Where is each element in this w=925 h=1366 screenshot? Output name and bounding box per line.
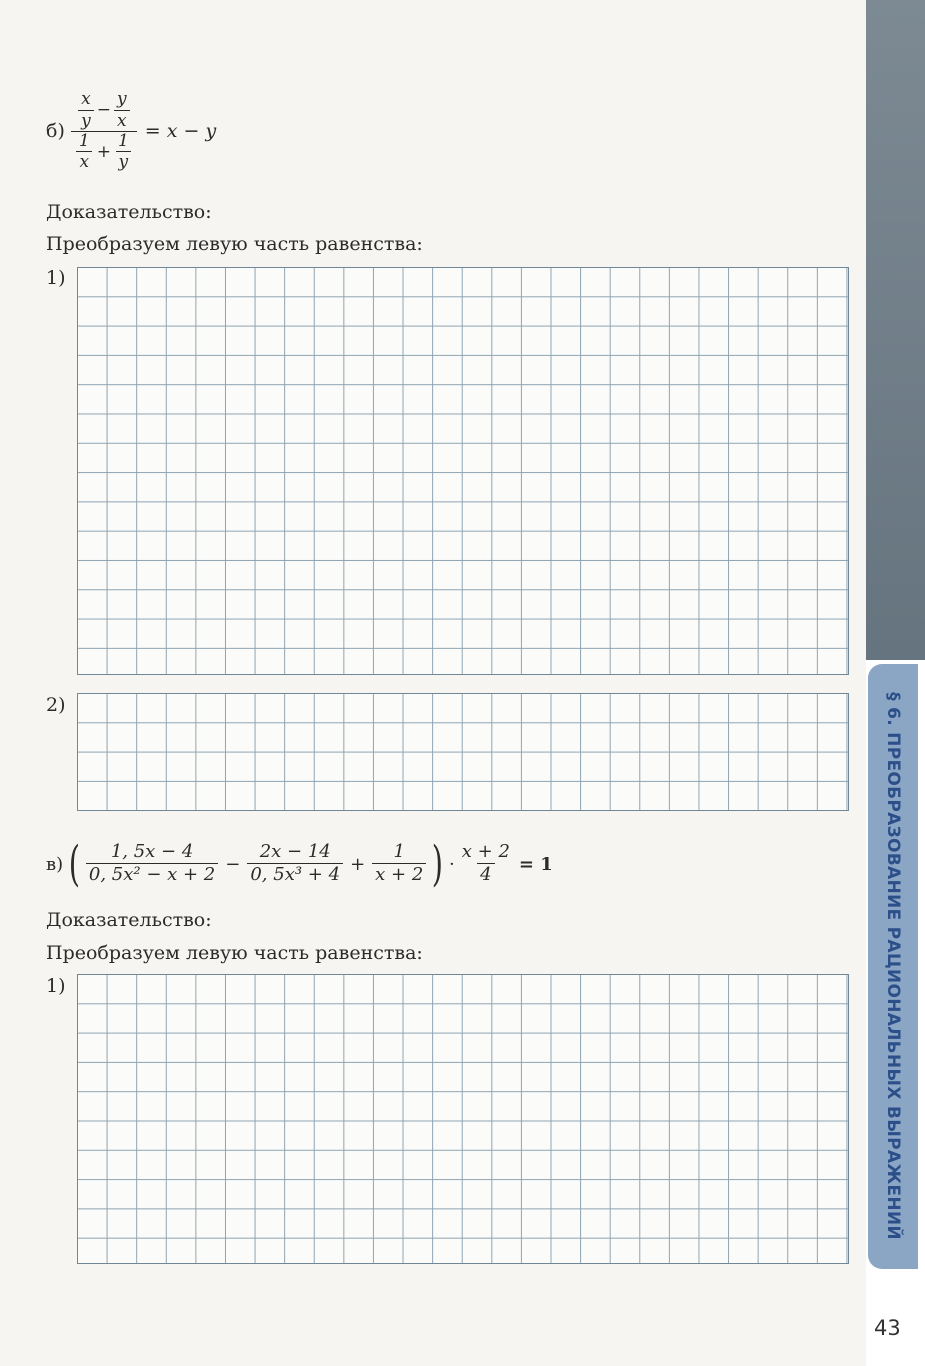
task-b-step1-label: 1) xyxy=(46,267,66,289)
task-b-proof-label: Доказательство: xyxy=(46,201,212,223)
task-v-f4-num: x + 2 xyxy=(461,841,510,863)
task-b-step2-answer-grid[interactable] xyxy=(77,693,849,811)
task-v-transform-label: Преобразуем левую часть равенства: xyxy=(46,942,423,964)
task-b-bot-den-a: x xyxy=(76,151,92,172)
task-b-bot-den-b: y xyxy=(116,151,132,172)
task-b-rhs: = x − y xyxy=(144,120,217,143)
task-v-f3-den: x + 2 xyxy=(372,863,426,886)
task-v-f1-den: 0, 5x² − x + 2 xyxy=(86,863,218,886)
task-v-f3-num: 1 xyxy=(393,841,405,863)
task-v-dot: · xyxy=(449,853,455,875)
task-v-f1-num: 1, 5x − 4 xyxy=(110,841,194,863)
task-v-minus: − xyxy=(225,853,241,875)
task-v-label: в) xyxy=(46,853,64,875)
task-v-proof-label: Доказательство: xyxy=(46,909,212,931)
task-b-bot-plus: + xyxy=(96,142,111,163)
task-v-formula xyxy=(46,836,553,892)
task-b-main-fraction xyxy=(71,90,137,173)
task-b-transform-label: Преобразуем левую часть равенства: xyxy=(46,233,423,255)
task-b-bot-num-b: 1 xyxy=(117,130,129,151)
section-tab-text: § 6. ПРЕОБРАЗОВАНИЕ РАЦИОНАЛЬНЫХ ВЫРАЖЕНИЙ xyxy=(883,692,903,1240)
task-b-formula xyxy=(46,90,216,173)
task-v-f4-den: 4 xyxy=(477,863,494,886)
task-b-top-num-a: x xyxy=(81,89,91,109)
task-b-bot-num-a: 1 xyxy=(78,130,90,151)
task-b-top-den-b: x xyxy=(114,110,130,131)
task-v-plus: + xyxy=(350,853,366,875)
task-v-step1-label: 1) xyxy=(46,975,66,997)
page-number: 43 xyxy=(874,1316,901,1340)
left-paren: ( xyxy=(68,836,81,892)
task-v-f2-den: 0, 5x³ + 4 xyxy=(247,863,343,886)
task-b-label: б) xyxy=(46,120,65,143)
task-v-step1-answer-grid[interactable] xyxy=(77,974,849,1264)
task-b-step2-label: 2) xyxy=(46,694,66,716)
task-v-f2-num: 2x − 14 xyxy=(259,841,331,863)
task-b-step1-answer-grid[interactable] xyxy=(77,267,849,675)
task-b-top-num-b: y xyxy=(116,89,127,109)
right-paren: ) xyxy=(432,836,444,892)
task-b-top-den-a: y xyxy=(78,110,94,131)
task-b-top-minus: − xyxy=(96,99,111,120)
task-v-rhs: = 1 xyxy=(518,853,553,875)
